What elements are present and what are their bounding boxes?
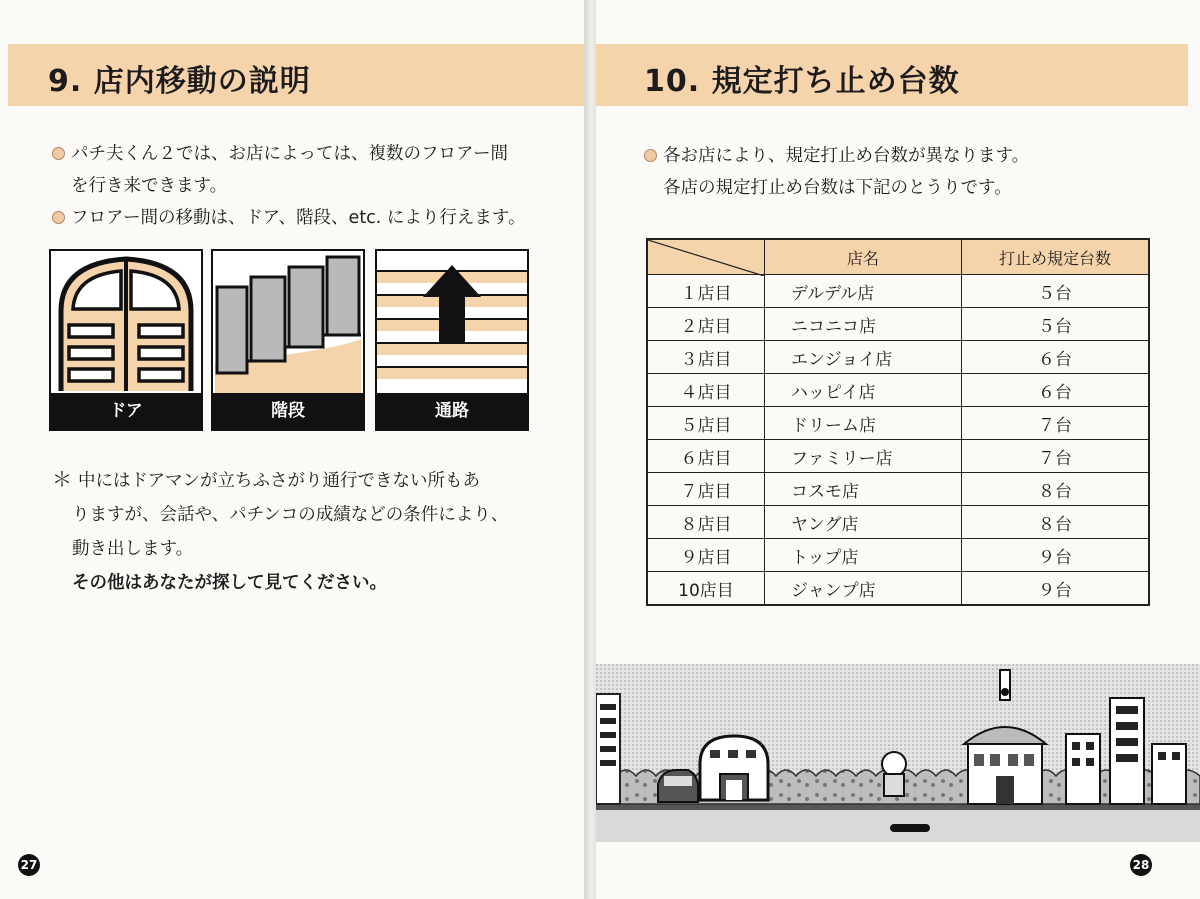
bullet-dot-icon xyxy=(644,149,657,162)
page-number-right: 28 xyxy=(1130,854,1152,876)
section-title: 10. 規定打ち止め台数 xyxy=(644,64,960,99)
cursor-bar xyxy=(890,824,930,832)
stairs-label: 階段 xyxy=(213,393,363,429)
player-character xyxy=(882,752,906,796)
table-row: ７店目 コスモ店 ８台 xyxy=(647,473,1149,506)
left-building xyxy=(596,694,620,804)
asterisk-marker: ＊ xyxy=(52,467,72,491)
note-bold-line: その他はあなたが探して見てください。 xyxy=(72,573,387,593)
passage-tile xyxy=(375,249,529,431)
table-row: 10店目 ジャンプ店 ９台 xyxy=(647,572,1149,606)
table-row: ８店目 ヤング店 ８台 xyxy=(647,506,1149,539)
diagonal-line xyxy=(648,240,764,276)
passage-arrow-icon xyxy=(377,251,527,393)
table-header-count: 打止め規定台数 xyxy=(962,239,1150,275)
right-page xyxy=(596,0,1200,899)
table-header-store: 店名 xyxy=(765,239,962,275)
door-tile xyxy=(49,249,203,431)
table-header-corner xyxy=(647,239,765,275)
bullet-dot-icon xyxy=(52,147,65,160)
stairs-icon xyxy=(213,251,363,393)
page-number-left: 27 xyxy=(18,854,40,876)
door-label: ドア xyxy=(51,393,201,429)
door-icon xyxy=(51,251,201,393)
bullet-dot-icon xyxy=(52,211,65,224)
table-row: ２店目 ニコニコ店 ５台 xyxy=(647,308,1149,341)
left-page xyxy=(0,0,588,899)
table-row: １店目 デルデル店 ５台 xyxy=(647,275,1149,308)
bullet-floor-travel: パチ夫くん２では、お店によっては、複数のフロアー間 を行き来できます。 xyxy=(52,138,508,202)
doorman-note: ＊ 中にはドアマンが立ちふさがり通行できない所もあ りますが、会話や、パチンコの成績などの条件により、 動き出します。 その他はあなたが探して見てください。 xyxy=(52,467,509,593)
bullet-floor-movement: フロアー間の移動は、ドア、階段、etc. により行えます。 xyxy=(52,202,526,234)
car xyxy=(658,770,698,802)
passage-label: 通路 xyxy=(377,393,527,429)
bullet-stop-count: 各お店により、規定打止め台数が異なります。 各店の規定打止め台数は下記のとうりです。 xyxy=(644,140,1029,204)
table-row: ３店目 エンジョイ店 ６台 xyxy=(647,341,1149,374)
dome-pachinko-parlor xyxy=(700,736,768,800)
table-row: ４店目 ハッピイ店 ６台 xyxy=(647,374,1149,407)
table-row: ９店目 トップ店 ９台 xyxy=(647,539,1149,572)
table-header-row xyxy=(647,239,1149,275)
section-title: 9. 店内移動の説明 xyxy=(48,64,311,99)
stop-count-table xyxy=(646,238,1150,606)
table-row: ６店目 ファミリー店 ７台 xyxy=(647,440,1149,473)
stairs-tile xyxy=(211,249,365,431)
town-scene-illustration xyxy=(596,664,1200,842)
table-row: ５店目 ドリーム店 ７台 xyxy=(647,407,1149,440)
